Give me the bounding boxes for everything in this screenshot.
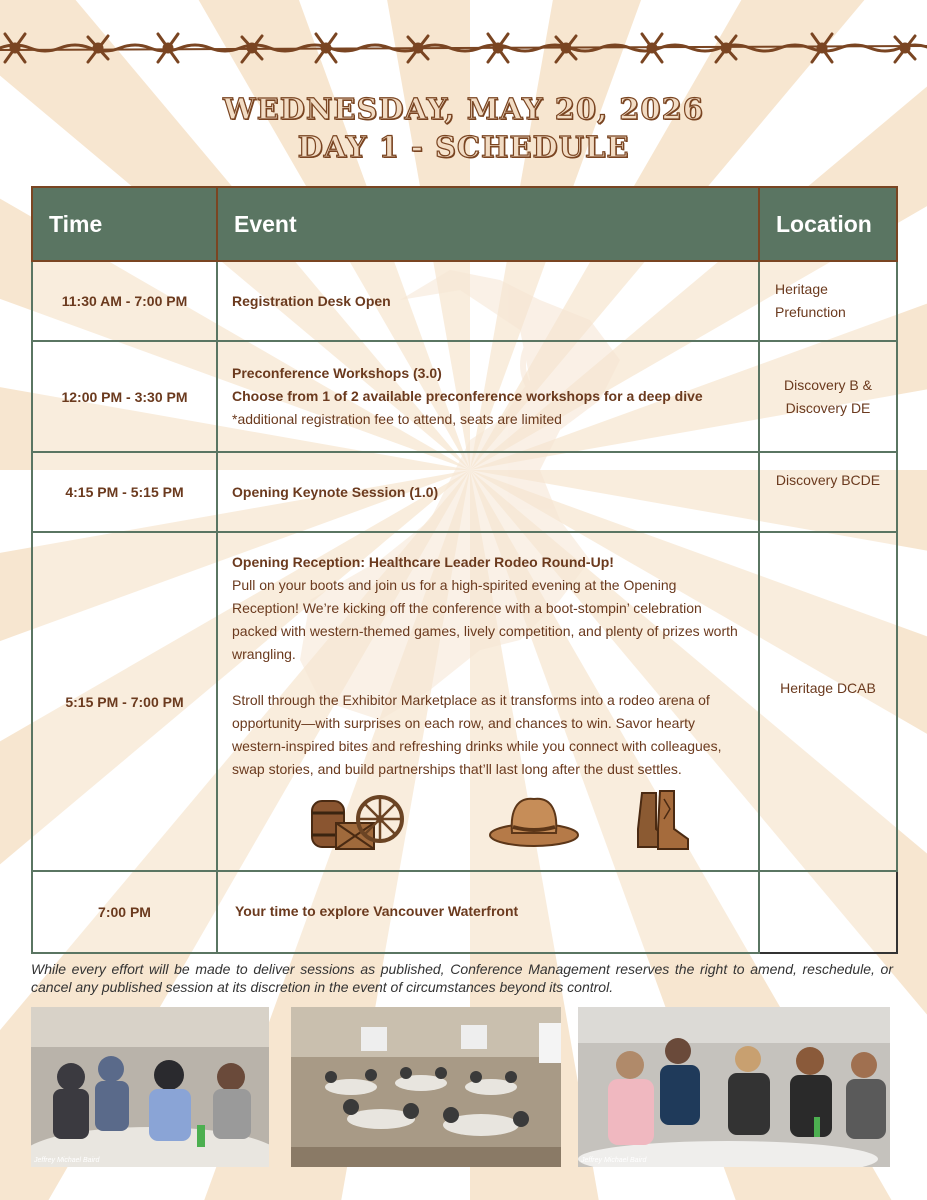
event-subtitle: Choose from 1 of 2 available preconference workshops for a deep dive [232, 388, 703, 405]
event-cell [217, 341, 759, 452]
schedule-table [31, 186, 898, 954]
page-title-date: WEDNESDAY, MAY 20, 2026 [223, 92, 704, 126]
location-cell: Discovery B & Discovery DE [759, 341, 897, 452]
barb [158, 34, 178, 62]
event-title: Preconference Workshops (3.0) [232, 365, 442, 382]
barbed-wire-decoration [0, 20, 927, 80]
table-row [32, 452, 897, 532]
cowboy-boots-icon [634, 789, 692, 853]
table-header-row [32, 187, 897, 261]
location-cell [759, 871, 897, 953]
event-cell [217, 452, 759, 532]
event-title: Opening Keynote Session (1.0) [232, 483, 439, 500]
event-cell [217, 261, 759, 341]
event-title: Your time to explore Vancouver Waterfront [235, 903, 519, 920]
table-row [32, 261, 897, 341]
location-text: Heritage DCAB [780, 680, 876, 697]
page-title-day: DAY 1 - SCHEDULE [297, 130, 630, 164]
column-header-time: Time [32, 187, 217, 261]
table-row [32, 341, 897, 452]
event-title: Opening Reception: Healthcare Leader Rodeo Round-Up! [232, 554, 614, 571]
event-description: Stroll through the Exhibitor Marketplace as it transforms into a rodeo arena of opportunity—with surprises on each row, and chances to win. Savor hearty western-inspired bites and refreshing drinks while you connect with colleagues, swap stories, and build partnerships that’ll last long after the dust settles. [232, 692, 722, 778]
barrel-wagon-wheel-icon [298, 789, 408, 851]
disclaimer-text: While every effort will be made to deliver sessions as published, Conference Management reserves the right to amend, reschedule, or cancel any published session at its discretion in the event of circumstances beyond its control. [31, 961, 893, 995]
event-cell [217, 532, 759, 870]
barb [5, 34, 25, 62]
event-photo-2 [291, 1007, 561, 1167]
cowboy-hat-icon [488, 789, 580, 851]
time-cell: 5:15 PM - 7:00 PM [32, 532, 217, 870]
photo-credit: Jeffrey Michael Baird [34, 1157, 100, 1164]
location-cell: Discovery BCDE [759, 452, 897, 532]
time-cell: 11:30 AM - 7:00 PM [32, 261, 217, 341]
event-photo-1 [31, 1007, 269, 1167]
photo-credit: Jeffrey Michael Baird [581, 1157, 647, 1164]
event-photo-3 [578, 1007, 890, 1167]
time-cell: 7:00 PM [32, 871, 217, 953]
location-cell: Heritage Prefunction [759, 261, 897, 341]
time-cell: 12:00 PM - 3:30 PM [32, 341, 217, 452]
event-note: *additional registration fee to attend, seats are limited [232, 411, 562, 428]
barb [812, 34, 832, 62]
event-cell [217, 871, 759, 953]
location-cell [759, 532, 897, 870]
event-description: Pull on your boots and join us for a high-spirited evening at the Opening Reception! We’re kicking off the conference with a boot-stompin’ celebration packed with western-themed games, lively competition, and plenty of prizes worth wrangling. [232, 577, 738, 663]
table-row [32, 871, 897, 953]
table-row [32, 532, 897, 870]
event-title: Registration Desk Open [232, 292, 391, 309]
column-header-event: Event [217, 187, 759, 261]
time-cell: 4:15 PM - 5:15 PM [32, 452, 217, 532]
column-header-location: Location [759, 187, 897, 261]
